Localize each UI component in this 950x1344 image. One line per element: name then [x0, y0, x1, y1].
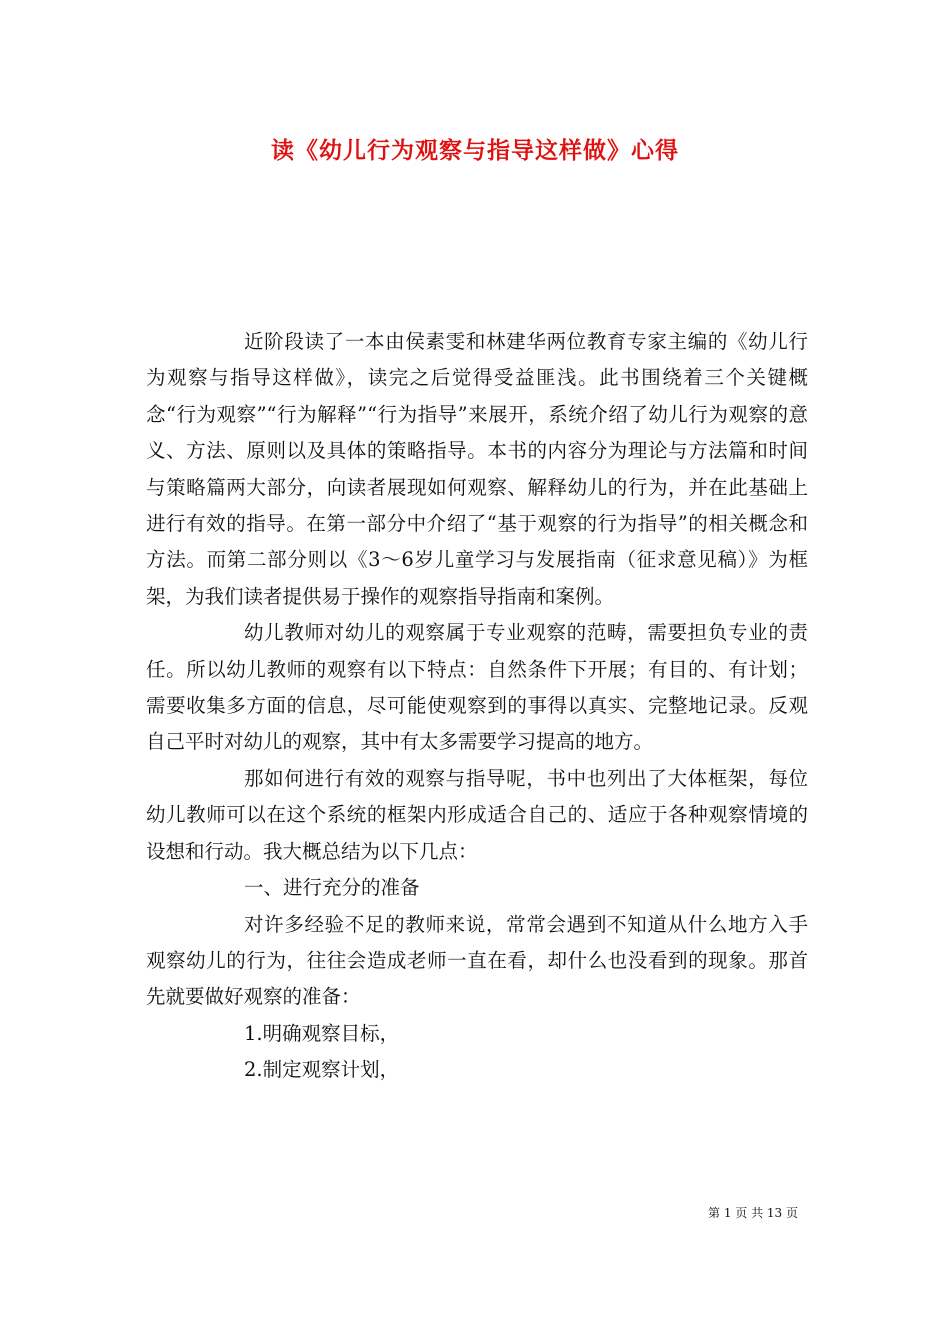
paragraph-preparation: 对许多经验不足的教师来说，常常会遇到不知道从什么地方入手观察幼儿的行为，往往会造成老师一直在看，却什么也没看到的现象。那首先就要做好观察的准备： — [146, 912, 808, 1009]
paragraph-intro: 近阶段读了一本由侯素雯和林建华两位教育专家主编的《幼儿行为观察与指导这样做》，读完之后觉得受益匪浅。此书围绕着三个关键概念“行为观察”“行为解释”“行为指导”来展开，系统介绍了幼儿行为观察的意义、方法、原则以及具体的策略指导。本书的内容分为理论与方法篇和时间与策略篇两大部分，向读者展现如何观察、解释幼儿的行为，并在此基础上进行有效的指导。在第一部分中介绍了“基于观察的行为指导”的相关概念和方法。而第二部分则以《3～6岁儿童学习与发展指南（征求意见稿）》为框架，为我们读者提供易于操作的观察指导指南和案例。 — [146, 330, 808, 608]
document-title: 读《幼儿行为观察与指导这样做》心得 — [271, 137, 679, 164]
document-body — [146, 324, 808, 1089]
list-item-goal: 1.明确观察目标， — [244, 1021, 400, 1045]
list-item-plan: 2.制定观察计划， — [244, 1058, 400, 1082]
paragraph-teacher-observation: 幼儿教师对幼儿的观察属于专业观察的范畴，需要担负专业的责任。所以幼儿教师的观察有以下特点：自然条件下开展；有目的、有计划；需要收集多方面的信息，尽可能使观察到的事得以真实、完整地记录。反观自己平时对幼儿的观察，其中有太多需要学习提高的地方。 — [146, 621, 808, 754]
paragraph-framework: 那如何进行有效的观察与指导呢，书中也列出了大体框架，每位幼儿教师可以在这个系统的框架内形成适合自己的、适应于各种观察情境的设想和行动。我大概总结为以下几点： — [146, 766, 808, 863]
section-heading-preparation: 一、进行充分的准备 — [244, 876, 420, 900]
page-number-footer: 第 1 页 共 13 页 — [708, 1206, 798, 1220]
